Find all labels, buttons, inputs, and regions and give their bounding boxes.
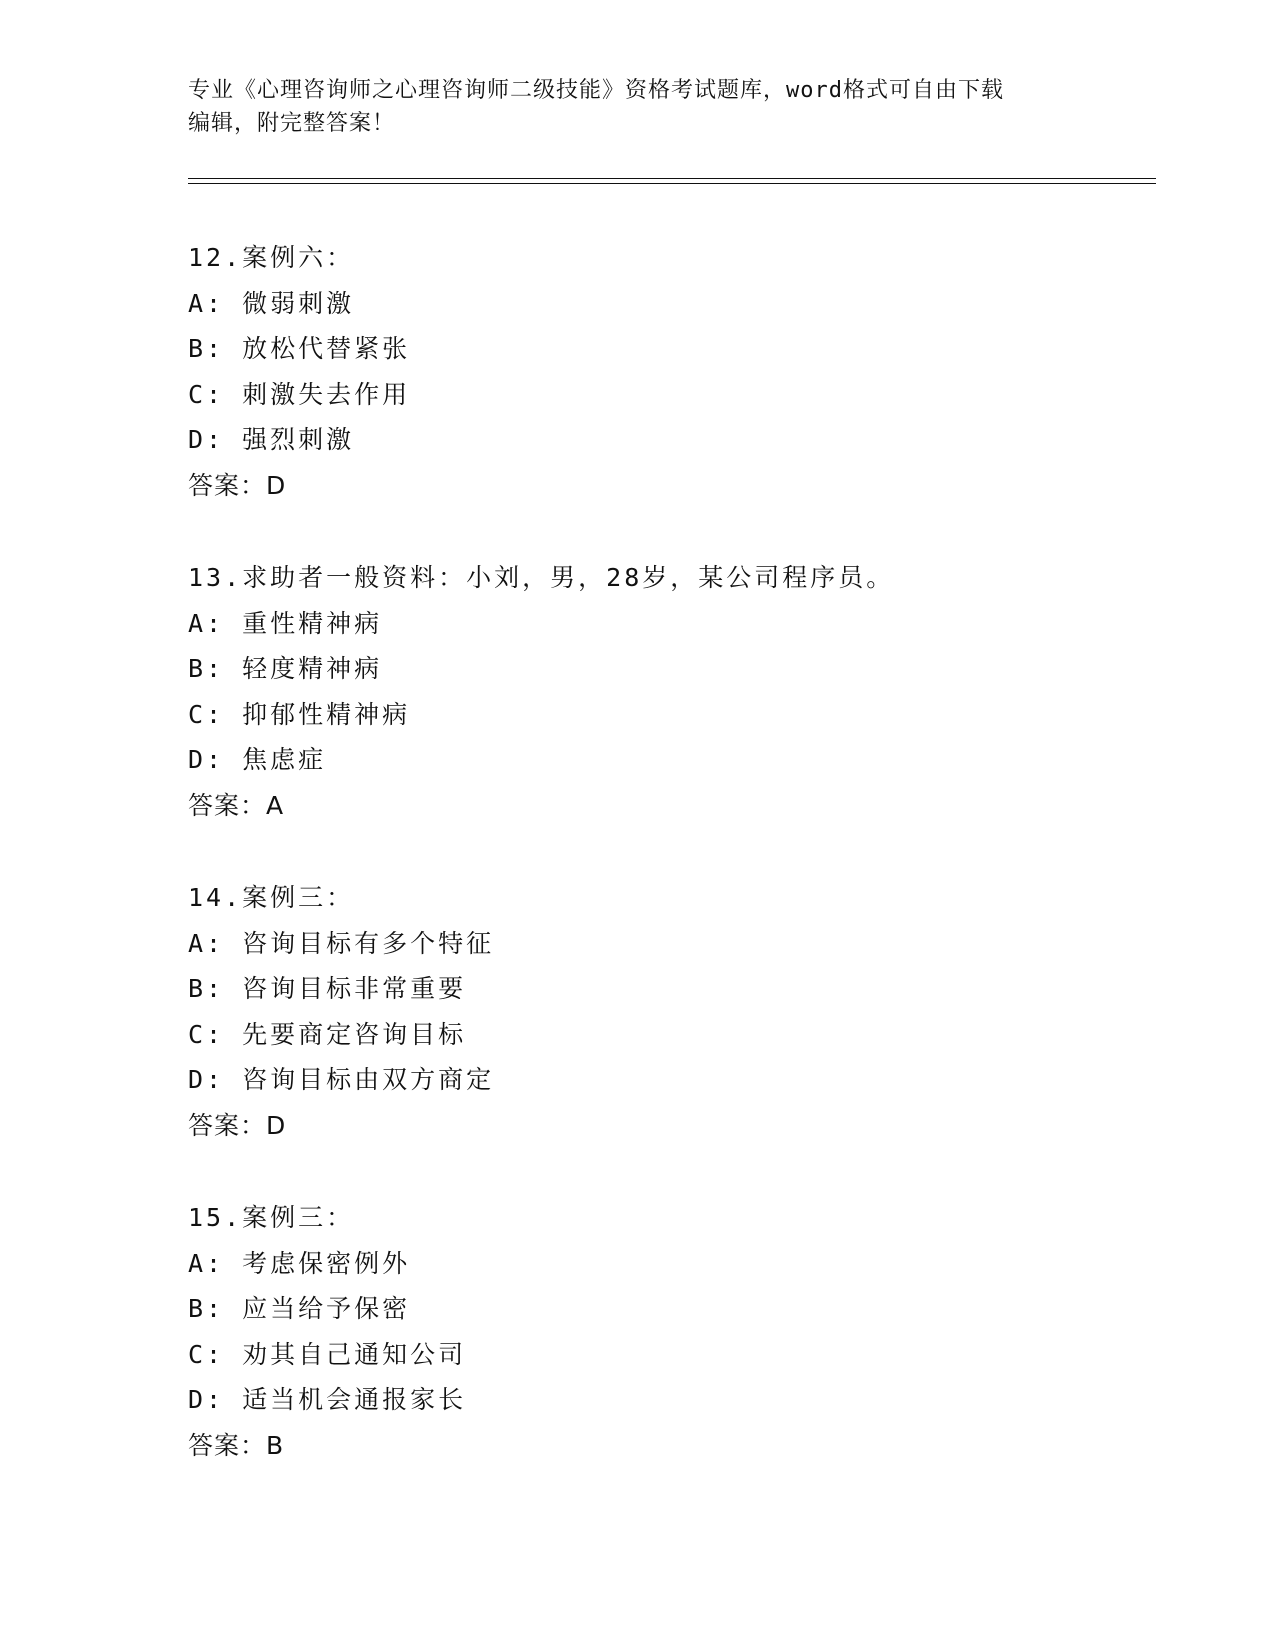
- option-c: C: 抑郁性精神病: [188, 699, 411, 729]
- option-b: B: 轻度精神病: [188, 654, 383, 683]
- header-divider-bottom: [188, 183, 1156, 184]
- document-header: [188, 74, 1068, 140]
- option-a: A: 考虑保密例外: [188, 1248, 411, 1278]
- option-a: A: 微弱刺激: [188, 288, 355, 318]
- answer-line: 答案：D: [188, 470, 287, 500]
- question-15: [188, 1195, 1148, 1468]
- option-a: A: 咨询目标有多个特征: [188, 928, 495, 958]
- question-stem: 12.案例六：: [188, 243, 355, 272]
- option-c: C: 劝其自己通知公司: [188, 1339, 467, 1369]
- header-line-2: 编辑，附完整答案！: [188, 111, 396, 136]
- header-divider-top: [188, 178, 1156, 179]
- answer-line: 答案：D: [188, 1110, 287, 1140]
- option-c: C: 刺激失去作用: [188, 379, 411, 409]
- option-b: B: 咨询目标非常重要: [188, 974, 467, 1003]
- option-a: A: 重性精神病: [188, 608, 383, 638]
- option-b: B: 放松代替紧张: [188, 334, 411, 363]
- question-12: [188, 235, 1148, 508]
- question-stem: 14.案例三：: [188, 883, 355, 912]
- option-c: C: 先要商定咨询目标: [188, 1019, 467, 1049]
- option-d: D: 强烈刺激: [188, 425, 355, 454]
- option-d: D: 焦虑症: [188, 745, 327, 774]
- option-d: D: 适当机会通报家长: [188, 1385, 467, 1414]
- question-stem: 15.案例三：: [188, 1203, 355, 1232]
- option-b: B: 应当给予保密: [188, 1294, 411, 1323]
- option-d: D: 咨询目标由双方商定: [188, 1065, 495, 1094]
- answer-line: 答案：B: [188, 1430, 285, 1460]
- question-14: [188, 875, 1148, 1148]
- question-stem: 13.求助者一般资料：小刘，男，28岁，某公司程序员。: [188, 563, 895, 592]
- answer-line: 答案：A: [188, 790, 285, 820]
- header-line-1: 专业《心理咨询师之心理咨询师二级技能》资格考试题库，word格式可自由下载: [188, 78, 1004, 103]
- question-13: [188, 555, 1148, 828]
